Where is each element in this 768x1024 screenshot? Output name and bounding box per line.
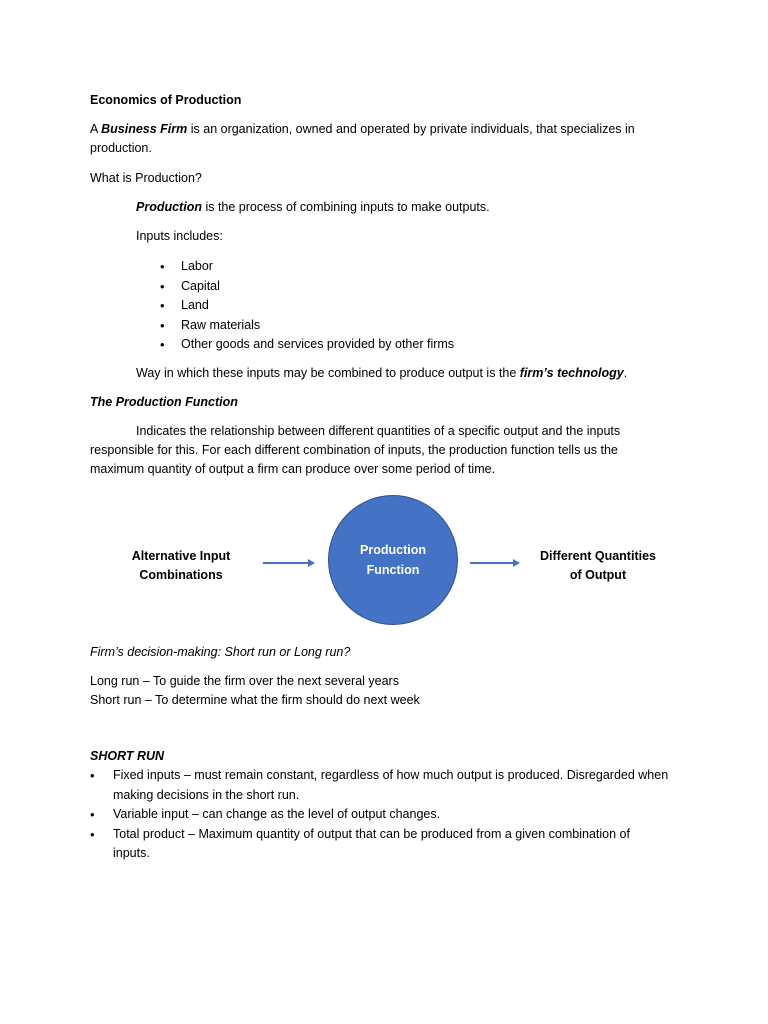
list-item: • Land xyxy=(160,296,454,316)
production-function-circle: Production Function xyxy=(328,495,458,625)
technology-sentence xyxy=(136,364,627,383)
diagram-input-label: Alternative Input Combinations xyxy=(131,549,231,582)
arrow-right-icon xyxy=(263,562,313,564)
intro-line-2: production. xyxy=(90,141,152,155)
pf-line-3: maximum quantity of output a firm can produce over some period of time. xyxy=(90,462,496,476)
document-title: Economics of Production xyxy=(90,93,242,107)
list-item: • Other goods and services provided by other firms xyxy=(160,335,454,355)
short-run-list xyxy=(90,766,668,864)
bullet: • xyxy=(160,337,165,352)
list-item: • Total product – Maximum quantity of output that can be produced from a given combination of inputs. xyxy=(90,826,630,860)
short-run-heading: SHORT RUN xyxy=(90,749,165,763)
short-run-line: Short run – To determine what the firm should do next week xyxy=(90,693,420,707)
intro-line-1 xyxy=(90,120,635,139)
tech-term: firm’s technology xyxy=(519,366,624,380)
diagram-output-label: Different Quantities of Output xyxy=(540,549,656,582)
inputs-heading: Inputs includes: xyxy=(136,229,223,243)
bullet: • xyxy=(90,826,95,842)
bullet: • xyxy=(160,317,165,333)
production-function-heading: The Production Function xyxy=(90,395,238,409)
tech-prefix: Way in which these inputs may be combined to produce output is the xyxy=(136,366,520,380)
intro-prefix: A xyxy=(90,122,102,136)
bullet: • xyxy=(160,259,165,274)
production-def-rest: is the process of combining inputs to make outputs. xyxy=(201,200,490,214)
production-term: Production xyxy=(136,200,202,214)
intro-term: Business Firm xyxy=(101,122,188,136)
intro-rest: is an organization, owned and operated by private individuals, that specializes in xyxy=(187,122,635,136)
bullet: • xyxy=(90,768,95,783)
list-item: • Fixed inputs – must remain constant, regardless of how much output is produced. Disregarded when making decisions in the short run. xyxy=(90,768,669,802)
list-item: • Variable input – can change as the level of output changes. xyxy=(90,805,668,825)
bullet: • xyxy=(160,278,165,294)
list-item: • Labor xyxy=(160,257,454,277)
production-definition xyxy=(136,198,490,217)
pf-line-2: responsible for this. For each different combination of inputs, the production function tells us the xyxy=(90,443,618,457)
list-item: • Raw materials xyxy=(160,316,454,336)
pf-line-1: Indicates the relationship between different quantities of a specific output and the inputs xyxy=(136,424,621,438)
what-is-production-question: What is Production? xyxy=(90,171,202,185)
tech-suffix: . xyxy=(623,366,628,380)
decision-question: Firm’s decision-making: Short run or Long run? xyxy=(90,645,351,659)
bullet: • xyxy=(160,298,165,313)
long-run-line: Long run – To guide the firm over the next several years xyxy=(90,674,399,688)
arrow-right-icon xyxy=(470,562,518,564)
list-item: • Capital xyxy=(160,277,454,297)
inputs-list xyxy=(160,257,454,355)
bullet: • xyxy=(90,807,95,822)
